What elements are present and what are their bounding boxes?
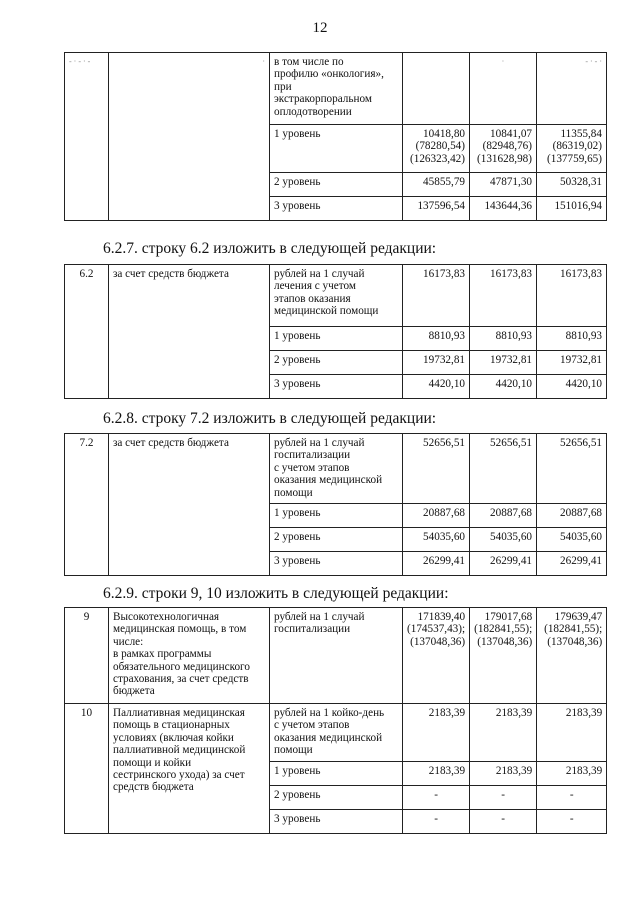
value-cell: - [537,810,607,834]
value-cell: 26299,41 [403,552,470,576]
row-name: за счет средств бюджета [109,434,270,576]
value-cell: - [470,810,537,834]
value-cell: - [403,786,470,810]
value-cell: 19732,81 [537,351,607,375]
level-label: 1 уровень [270,327,403,351]
value-cell: 171839,40 (174537,43); (137048,36) [403,608,470,704]
value-cell: 2183,39 [470,762,537,786]
value-cell: 2183,39 [403,762,470,786]
section-heading-6-2-7: 6.2.7. строку 6.2 изложить в следующей редакции: [103,240,437,257]
value-cell: 54035,60 [537,528,607,552]
value-cell: 2183,39 [403,704,470,762]
value-cell: 179639,47 (182841,55); (137048,36) [537,608,607,704]
value-cell: 8810,93 [537,327,607,351]
unit-cell: рублей на 1 койко-день с учетом этапов оказания медицинской помощи [270,704,403,762]
value-cell: 11355,84 (86319,02) (137759,65) [537,125,607,173]
row-description: в том числе по профилю «онкология», при экстракорпоральном оплодотворении [270,53,403,125]
value-cell: 54035,60 [403,528,470,552]
faint-mark: - · - · [537,53,607,125]
unit-cell: рублей на 1 случай госпитализации [270,608,403,704]
row-name: Паллиативная медицинская помощь в стационарных условиях (включая койки паллиативной медицинской помощи и койки сестринского ухода) за счет средств бюджета [109,704,270,834]
value-cell: 47871,30 [470,173,537,197]
value-cell: 179017,68 (182841,55); (137048,36) [470,608,537,704]
level-label: 1 уровень [270,125,403,173]
value-cell: 8810,93 [470,327,537,351]
value-cell: 4420,10 [403,375,470,399]
unit-cell: рублей на 1 случай госпитализации с учетом этапов оказания медицинской помощи [270,434,403,504]
row-number: 6.2 [65,265,109,399]
row-number: 7.2 [65,434,109,576]
level-label: 2 уровень [270,528,403,552]
level-label: 3 уровень [270,810,403,834]
value-cell: 143644,36 [470,197,537,221]
table-row [65,53,607,125]
unit-cell: рублей на 1 случай лечения с учетом этапов оказания медицинской помощи [270,265,403,327]
value-cell: 26299,41 [537,552,607,576]
row-name: Высокотехнологичная медицинская помощь, в том числе: в рамках программы обязательного медицинского страхования, за счет средств бюджета [109,608,270,704]
row-number: 9 [65,608,109,704]
value-cell: 2183,39 [470,704,537,762]
level-label: 1 уровень [270,504,403,528]
value-cell: 10841,07 (82948,76) (131628,98) [470,125,537,173]
value-cell: 151016,94 [537,197,607,221]
table-continuation [64,52,607,221]
value-cell: 2183,39 [537,704,607,762]
level-label: 3 уровень [270,552,403,576]
value-cell: 16173,83 [403,265,470,327]
value-cell: 20887,68 [403,504,470,528]
value-cell: 19732,81 [470,351,537,375]
value-cell: 45855,79 [403,173,470,197]
row-number: 10 [65,704,109,834]
value-cell: 4420,10 [470,375,537,399]
value-cell: 137596,54 [403,197,470,221]
table-row [65,265,607,327]
level-label: 2 уровень [270,351,403,375]
value-cell: - [470,786,537,810]
value-cell: 2183,39 [537,762,607,786]
level-label: 3 уровень [270,197,403,221]
value-cell: 4420,10 [537,375,607,399]
value-cell: 50328,31 [537,173,607,197]
section-heading-6-2-9: 6.2.9. строки 9, 10 изложить в следующей редакции: [103,585,449,602]
value-cell: 26299,41 [470,552,537,576]
faint-mark [403,53,470,125]
section-heading-6-2-8: 6.2.8. строку 7.2 изложить в следующей редакции: [103,410,437,427]
table-row-6-2 [64,264,607,399]
value-cell: 10418,80 (78280,54) (126323,42) [403,125,470,173]
row-name: за счет средств бюджета [109,265,270,399]
value-cell: 16173,83 [537,265,607,327]
faint-mark: - · - · - [65,53,109,221]
table-row [65,434,607,504]
value-cell: 52656,51 [403,434,470,504]
level-label: 1 уровень [270,762,403,786]
faint-mark: · [470,53,537,125]
value-cell: 8810,93 [403,327,470,351]
value-cell: 52656,51 [537,434,607,504]
table-row-7-2 [64,433,607,576]
value-cell: 20887,68 [470,504,537,528]
level-label: 3 уровень [270,375,403,399]
value-cell: 19732,81 [403,351,470,375]
level-label: 2 уровень [270,173,403,197]
table-rows-9-10 [64,607,607,834]
value-cell: 52656,51 [470,434,537,504]
value-cell: - [403,810,470,834]
table-row [65,704,607,762]
page-number: 12 [312,20,328,36]
table-row [65,608,607,704]
value-cell: - [537,786,607,810]
value-cell: 54035,60 [470,528,537,552]
value-cell: 16173,83 [470,265,537,327]
level-label: 2 уровень [270,786,403,810]
value-cell: 20887,68 [537,504,607,528]
faint-mark: · [109,53,270,221]
